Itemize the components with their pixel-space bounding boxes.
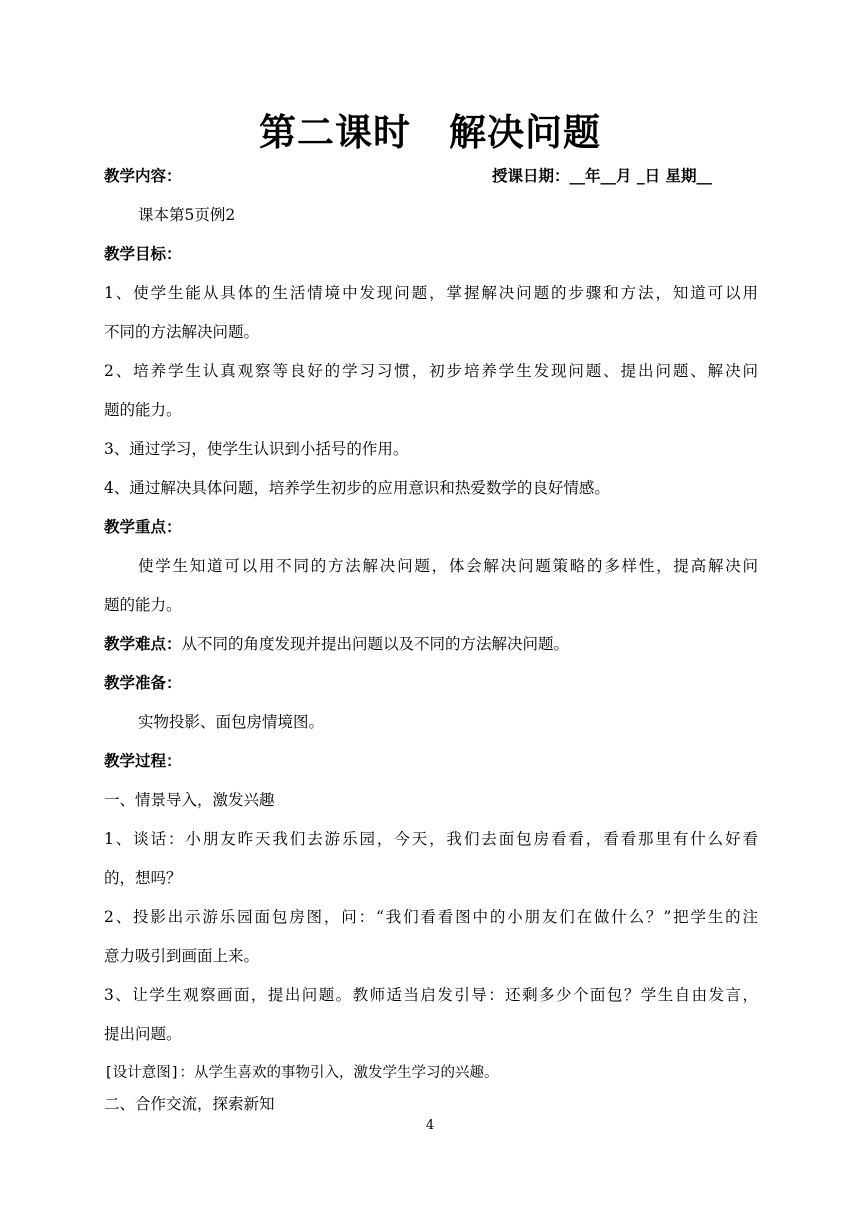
goal-1-line-1: 1、使学生能从具体的生活情境中发现问题，掌握解决问题的步骤和方法，知道可以用	[104, 284, 758, 302]
goal-2-line-2: 题的能力。	[104, 401, 182, 419]
design-intent: [设计意图]：从学生喜欢的事物引入，激发学生学习的兴趣。	[104, 1065, 499, 1081]
page-number: 4	[425, 1118, 435, 1133]
goals-heading: 教学目标：	[104, 245, 182, 263]
goal-4: 4、通过解决具体问题，培养学生初步的应用意识和热爱数学的良好情感。	[104, 479, 610, 497]
process-p1-line-2: 的，想吗？	[104, 869, 182, 887]
key-points-line-2: 题的能力。	[104, 596, 182, 614]
difficulty-row	[104, 634, 758, 654]
process-p1-line-1: 1、谈话：小朋友昨天我们去游乐园，今天，我们去面包房看看，看看那里有什么好看	[104, 830, 758, 848]
content-label: 教学内容：	[104, 167, 182, 185]
goal-1-line-2: 不同的方法解决问题。	[104, 323, 260, 341]
preparation-heading: 教学准备：	[104, 674, 182, 692]
difficulty-text: 从不同的角度发现并提出问题以及不同的方法解决问题。	[181, 635, 570, 653]
preparation-text: 实物投影、面包房情境图。	[138, 713, 325, 731]
difficulty-heading: 教学难点：	[104, 635, 182, 653]
process-p2-line-2: 意力吸引到画面上来。	[104, 947, 260, 965]
content-text: 课本第5页例2	[138, 206, 236, 224]
section-1-heading: 一、情景导入，激发兴趣	[104, 791, 275, 809]
goal-3: 3、通过学习，使学生认识到小括号的作用。	[104, 440, 409, 458]
key-points-line-1: 使学生知道可以用不同的方法解决问题，体会解决问题策略的多样性，提高解决问	[138, 557, 758, 575]
page-title: 第二课时 解决问题	[259, 110, 601, 154]
date-label: 授课日期：__年__月 _日 星期__	[492, 167, 713, 185]
process-heading: 教学过程：	[104, 752, 182, 770]
process-p3-line-1: 3、让学生观察画面，提出问题。教师适当启发引导：还剩多少个面包？学生自由发言，	[104, 986, 758, 1004]
section-2-heading: 二、合作交流，探索新知	[104, 1095, 275, 1113]
process-p2-line-1: 2、投影出示游乐园面包房图，问：“我们看看图中的小朋友们在做什么？”把学生的注	[104, 908, 758, 926]
goal-2-line-1: 2、培养学生认真观察等良好的学习习惯，初步培养学生发现问题、提出问题、解决问	[104, 362, 758, 380]
process-p3-line-2: 提出问题。	[104, 1025, 182, 1043]
key-points-heading: 教学重点：	[104, 518, 182, 536]
